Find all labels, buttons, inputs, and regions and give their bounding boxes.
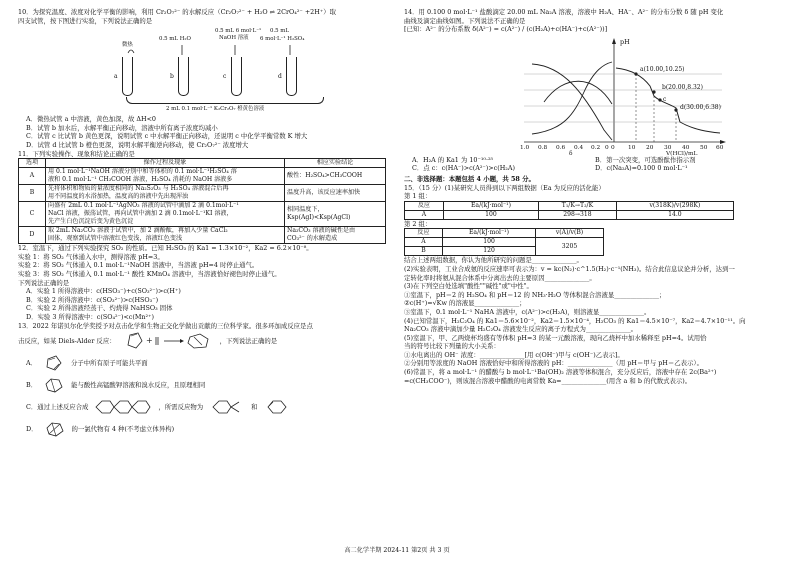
- graph-x-label: V(HCl)/mL: [666, 150, 698, 157]
- table-header-cell: Ea/(kJ·mol⁻¹): [442, 229, 535, 238]
- q12-option-c: C．实验 2 所得溶液经蒸干、灼烧得 NaHSO₃ 固体: [26, 304, 173, 313]
- q13-option-c-row: [18, 396, 390, 418]
- q13-option-c-pre: C．通过上述反应合成: [26, 402, 89, 411]
- q15-line: ①水电离出的 OH⁻ 浓度：______________[用 c(OH⁻)甲与 c(OH⁻)乙表示]。: [404, 350, 624, 359]
- reactant-dienophile-icon: [264, 397, 290, 417]
- table-cell: A: [405, 238, 443, 247]
- tube-label-b: b: [170, 73, 174, 81]
- cell-line: CO₃²⁻ 的水解造成: [287, 235, 338, 243]
- q13-line: 击反应，如某 Diels-Alder 反应：: [18, 336, 116, 345]
- q15-line: (2)实验表明，工业合成氨的反应速率可表示为：v = kc(N₂)·c^1.5(H₂)·c⁻¹(NH₃)。结合此信息议论并分析，达到一: [404, 264, 735, 273]
- q15-group2-title: 第 2 组：: [404, 219, 432, 228]
- q10-label-naoh-vol: 0.5 mL 6 mol·L⁻¹: [215, 28, 262, 35]
- q12-line: 实验 2：将 SO₂ 气体通入 0.1 mol·L⁻¹NaOH 溶液中，当溶液 pH=4 时停止通气。: [18, 261, 259, 270]
- q14-stem-line2: 曲线及滴定曲线如图。下列说法不正确的是: [404, 16, 526, 25]
- table-cell: 120: [442, 247, 535, 256]
- cell-line: 先产生白色沉淀后变为黄色沉淀: [48, 218, 134, 226]
- tube-label-a: a: [114, 73, 118, 81]
- q13-option-letter: A．: [26, 358, 38, 367]
- q15-line: (3)在下列空白处选填"酸性""碱性"或"中性"。: [404, 282, 533, 291]
- graph-point-b: b(20.00,8.32): [662, 83, 703, 91]
- q14-option-d: D．c(Na₂A)=0.100 0 mol·L⁻¹: [595, 164, 688, 173]
- q11-row-d-option: D: [19, 227, 46, 244]
- q10-flame-and-droppers: [122, 43, 332, 57]
- q11-row-a-option: A: [19, 168, 46, 185]
- q11-header-conclusion: 相应实验结论: [285, 159, 386, 168]
- q13-option-letter: B．: [26, 380, 38, 389]
- right-column: [404, 8, 778, 385]
- diels-alder-reaction-icon: [122, 331, 214, 351]
- x-tick-label: 40: [682, 144, 690, 151]
- delta-tick-label: 0: [605, 144, 609, 151]
- q10-stem-line2: 四支试管，按下图进行实验，下列说法正确的是: [18, 16, 153, 25]
- delta-tick-label: 1.0: [520, 144, 530, 151]
- q12-line: 12．室温下，通过下列实验探究 SO₂ 的性质。已知 H₂SO₃ 的 Ka1 = 1.3×10⁻²，Ka2 = 6.2×10⁻⁸。: [18, 244, 313, 253]
- q10-brace-label: 2 mL 0.1 mol·L⁻¹ K₂Cr₂O₇ 橙黄色溶液: [166, 106, 265, 113]
- q12-option-a: A．实验 1 所得溶液中：c(HSO₃⁻)+c(SO₃²⁻)>c(H⁺): [26, 287, 181, 296]
- table-cell: 14.0: [616, 210, 733, 219]
- q10-brace: [126, 97, 324, 104]
- section-heading: 二、非选择题：本题包括 4 小题，共 58 分。: [404, 174, 535, 183]
- q15-line: ②分别用等浓度的 NaOH 溶液恰好中和所得溶液的 pH：______________（用 pH＝甲与 pH＝乙表示）。: [404, 359, 704, 368]
- graph-delta-label: δ: [569, 150, 573, 157]
- q11-row-d-process: [46, 227, 285, 244]
- q11-row-b-option: B: [19, 185, 46, 202]
- delta-tick-label: 0.4: [574, 144, 584, 151]
- table-cell: 100: [443, 210, 538, 219]
- table-header-cell: v(318K)/v(298K): [616, 201, 733, 210]
- cell-line: NaCl 溶液，振荡试管，再向试管中滴加 2 滴 0.1mol·L⁻¹KI 溶液，: [48, 210, 233, 218]
- table-header-cell: 反应: [405, 201, 444, 210]
- q13-option-b-text: 能与酸性高锰酸钾溶液和溴水反应，且原理相同: [71, 380, 206, 389]
- cell-line: 先将体积和物质的量浓度相同的 Na₂S₂O₃ 与 H₂SO₄ 溶液混合后再: [48, 185, 229, 193]
- cyclopentadiene-icon: [43, 354, 65, 372]
- q10-option-a: A．微热试管 a 中溶液，黄色加深，故 ΔH<0: [26, 115, 156, 124]
- q12-option-d: D．实验 3 所得溶液中：c(SO₄²⁻)<c(Mn²⁺): [26, 312, 154, 321]
- q10-label-warm: 微热: [122, 42, 133, 49]
- table-header-row: [19, 159, 386, 168]
- test-tube-d: [286, 57, 297, 96]
- tube-label-c: c: [223, 73, 227, 81]
- q11-table: [18, 158, 386, 244]
- page-footer: 高二化学半期 2024-11 第2页 共 3 页: [344, 547, 450, 554]
- norbornane-icon: [44, 420, 66, 438]
- q12-line: 下列说法正确的是: [18, 278, 70, 287]
- q13-line: 13．2022 年诺贝尔化学奖授予对点击化学和生物正交化学做出贡献的三位科学家。很多环加成反应是点: [18, 321, 313, 330]
- q10-label-water: 0.5 mL H₂O: [159, 36, 191, 43]
- cell-line: Ksp(AgI)<Ksp(AgCl): [287, 214, 351, 222]
- table-header-cell: Ea/(kJ·mol⁻¹): [443, 201, 538, 210]
- q15-line: Na₂CO₃ 溶液中滴加少量 H₂C₂O₄ 溶液发生反应的离子方程式为______________。: [404, 325, 638, 334]
- table-cell: B: [405, 247, 443, 256]
- q11-row-c-option: C: [19, 202, 46, 227]
- q15-line: =c(CH₃COO⁻)，则该混合溶液中醋酸的电离常数 Ka=______________(用含 a 和 b 的代数式表示)。: [404, 376, 692, 385]
- q11-row-b-process: [46, 185, 285, 202]
- graph-point-d: d(30.00,6.38): [680, 103, 721, 111]
- q14-given: [已知：A²⁻ 的分布系数 δ(A²⁻) = c(A²⁻) / (c(H₂A)+c(HA⁻)+c(A²⁻))]: [404, 25, 608, 34]
- q15-stem: 15．（15 分）(1)某研究人员得到以下两组数据（Ea 为反应的活化能）: [404, 183, 605, 192]
- cell-line: 相同温度下，: [287, 206, 324, 214]
- svg-text:+: +: [145, 336, 153, 346]
- test-tube-c: [231, 57, 242, 96]
- q14-option-a: A．H₂A 的 Ka1 为 10⁻¹⁰·²⁵: [412, 155, 494, 164]
- table-cell: 100: [442, 238, 535, 247]
- q15-line: ③室温下，0.1 mol·L⁻¹ NaHA 溶液中，c(A²⁻)>c(H₂A)，则溶液显______________。: [404, 307, 651, 316]
- x-tick-label: 10: [628, 144, 636, 151]
- reactant-diene-icon: [209, 397, 245, 417]
- table-header-cell: v(A)/v(B): [536, 229, 604, 238]
- graph-y-label: pH: [620, 37, 630, 46]
- q11-row-c-conclusion: [285, 202, 386, 227]
- table-row: [19, 185, 386, 202]
- q14-options-row2: [404, 164, 778, 173]
- q14-options-row1: [404, 156, 778, 165]
- q11-row-c-process: [46, 202, 285, 227]
- q12-option-b: B．实验 2 所得溶液中：c(SO₃²⁻)>c(HSO₃⁻): [26, 295, 159, 304]
- cell-line: 向盛有 2mL 0.1 mol·L⁻¹AgNO₃ 溶液的试管中滴加 2 滴 0.1mol·L⁻¹: [48, 202, 239, 210]
- q14-stem-line1: 14．用 0.100 0 mol·L⁻¹ 盐酸滴定 20.00 mL Na₂A 溶液，溶液中 H₂A、HA⁻、A²⁻ 的分布分数 δ 随 pH 变化: [404, 8, 724, 16]
- table-row: [19, 202, 386, 227]
- table-row: [19, 227, 386, 244]
- table-header-row: [405, 229, 604, 238]
- x-tick-label: 30: [664, 144, 672, 151]
- test-tube-b: [178, 57, 189, 96]
- q14-graph-svg: [404, 34, 778, 156]
- table-row: [405, 210, 734, 219]
- q14-option-c: C．点 c：c(HA⁻)>c(A²⁻)>c(H₂A): [412, 164, 515, 173]
- x-tick-label: 60: [716, 144, 724, 151]
- graph-point-c: c: [663, 95, 667, 103]
- q13-option-a-text: 分子中所有原子可能共平面: [71, 358, 148, 367]
- table-row: [405, 238, 604, 247]
- cell-line: 液和 0.1 mol·L⁻¹ CH₃COOH 溶液，H₂SO₄ 消耗的 NaOH 溶液多: [48, 176, 233, 184]
- q15-line: ②c(H⁺)=√Kw 的溶液显______________；: [404, 299, 526, 308]
- q10-label-h2so4: 6 mol·L⁻¹ H₂SO₄: [260, 36, 305, 43]
- q11-row-d-conclusion: [285, 227, 386, 244]
- table-header-cell: T₁/K→T₂/K: [539, 201, 617, 210]
- q10-test-tube-figure: [18, 27, 390, 113]
- table-header-row: [405, 201, 734, 210]
- cell-line: 用不同温度的水浴加热，温度高的溶液中先出现浑浊: [48, 193, 189, 201]
- q13-option-c-mid: ，所需反应物为: [158, 402, 204, 411]
- q13-option-a-row: [18, 352, 390, 374]
- q13-option-b-row: [18, 374, 390, 396]
- tube-label-d: d: [278, 73, 282, 81]
- q11-row-a-conclusion: 酸性：H₂SO₄>CH₃COOH: [285, 168, 386, 185]
- q11-stem: 11．下列实验操作、现象和结论正确的是: [18, 149, 135, 158]
- q11-row-a-process: [46, 168, 285, 185]
- q15-line: 当的符号比较下列量的大小关系：: [404, 342, 500, 351]
- delta-tick-label: 0.2: [591, 144, 601, 151]
- q10-label-naoh: NaOH 溶液: [219, 35, 249, 42]
- q15-line: 结合上述两组数据，你认为他所研究的问题是______________。: [404, 256, 583, 265]
- q13-tail: ，下列说法正确的是: [219, 336, 278, 345]
- tricyclic-product-icon: [94, 397, 152, 417]
- delta-tick-label: 0.8: [538, 144, 548, 151]
- q15-line: (6)常温下，将 a mol·L⁻¹ 的醋酸与 b mol·L⁻¹Ba(OH)₂ 溶液等体积混合，充分反应后，溶液中存在 2c(Ba²⁺): [404, 368, 717, 377]
- cell-line: 用 0.1 mol·L⁻¹NaOH 溶液分别中和等体积的 0.1 mol·L⁻¹H₂SO₄ 溶: [48, 168, 237, 176]
- q10-stem-line1: 10．为探究温度、浓度对化学平衡的影响，利用 Cr₂O₇²⁻ 的水解反应（Cr₂O₇²⁻ + H₂O ⇌ 2CrO₄²⁻ +2H⁺）取: [18, 8, 336, 16]
- norbornene-icon: [43, 376, 65, 394]
- q15-line: 定转化率时将氨从混合体系中分离出去的主要原因______________。: [404, 273, 596, 282]
- x-tick-label: 0: [611, 144, 615, 151]
- q14-option-b: B．第一次突变，可选酚酞作指示剂: [595, 155, 696, 164]
- q13-option-letter: D．: [26, 424, 38, 433]
- q13-option-c-and: 和: [251, 402, 258, 411]
- table-header-cell: 反应: [405, 229, 443, 238]
- q11-header-option: 选项: [19, 159, 46, 168]
- cell-line: Na₂CO₃ 溶液的碱性是由: [287, 227, 356, 235]
- left-column: [18, 8, 390, 440]
- q15-line: (4)已知常温下，H₂C₂O₄ 的 Ka1＝5.6×10⁻²，Ka2＝1.5×10⁻⁴，H₂CO₃ 的 Ka1＝4.5×10⁻⁷，Ka2＝4.7×10⁻¹¹。向: [404, 316, 746, 325]
- q15-line: (5)室温下，甲、乙两烧杯均盛有等体积 pH=3 的某一元酸溶液，现向乙烧杯中加水稀释至 pH=4。试用恰: [404, 333, 707, 342]
- table-row: [19, 168, 386, 185]
- q11-header-process: 操作过程及现象: [46, 159, 285, 168]
- q15-group1-table: [404, 201, 734, 220]
- q13-reaction-row: [18, 330, 390, 352]
- q11-row-b-conclusion: 温度升高，该反应速率加快: [285, 185, 386, 202]
- q10-label-h2so4-vol: 0.5 mL: [270, 28, 289, 35]
- table-cell: 3205: [536, 238, 604, 256]
- graph-point-a: a(10.00,10.25): [640, 65, 685, 73]
- test-tube-a: [122, 57, 133, 96]
- delta-tick-label: 0.6: [556, 144, 566, 151]
- q15-line: ①室温下，pH＝2 的 H₂SO₄ 和 pH＝12 的 NH₃·H₂O 等体积混合溶液显______________；: [404, 290, 666, 299]
- q15-group1-title: 第 1 组：: [404, 192, 432, 201]
- q13-option-d-row: [18, 418, 390, 440]
- x-tick-label: 50: [700, 144, 708, 151]
- cell-line: 固体，观察到试管中溶液红色变浅，溶液红色变浅: [48, 235, 183, 243]
- q12-line: 实验 3：将 SO₂ 气体通入 0.1 mol·L⁻¹ 酸性 KMnO₄ 溶液中，当溶液恰好褪色时停止通气。: [18, 269, 281, 278]
- q12-line: 实验 1：将 SO₂ 气体通入水中，测得溶液 pH=3。: [18, 252, 164, 261]
- x-tick-label: 20: [646, 144, 654, 151]
- q15-group2-table: [404, 228, 604, 256]
- q10-option-b: B．试管 b 加水后，水解平衡正向移动，溶液中所有离子浓度均减小: [26, 123, 218, 132]
- q10-option-d: D．试管 d 比试管 b 橙色更深，说明水解平衡逆向移动，使 Cr₂O₇²⁻ 浓度增大: [26, 140, 249, 149]
- table-cell: 298→318: [539, 210, 617, 219]
- q14-titration-graph: [404, 34, 778, 156]
- q13-option-d-text: 的一氯代物有 4 种(不考虑立体异构): [71, 424, 175, 433]
- table-cell: A: [405, 210, 444, 219]
- cell-line: 取 2mL Na₂CO₃ 溶液于试管中，加 2 滴酚酞，再加入少量 CaCl₂: [48, 227, 228, 235]
- q10-option-c: C．试管 c 比试管 b 黄色更深，说明试管 c 中水解平衡正向移动，还说明 c 中化学平衡常数 K 增大: [26, 132, 308, 141]
